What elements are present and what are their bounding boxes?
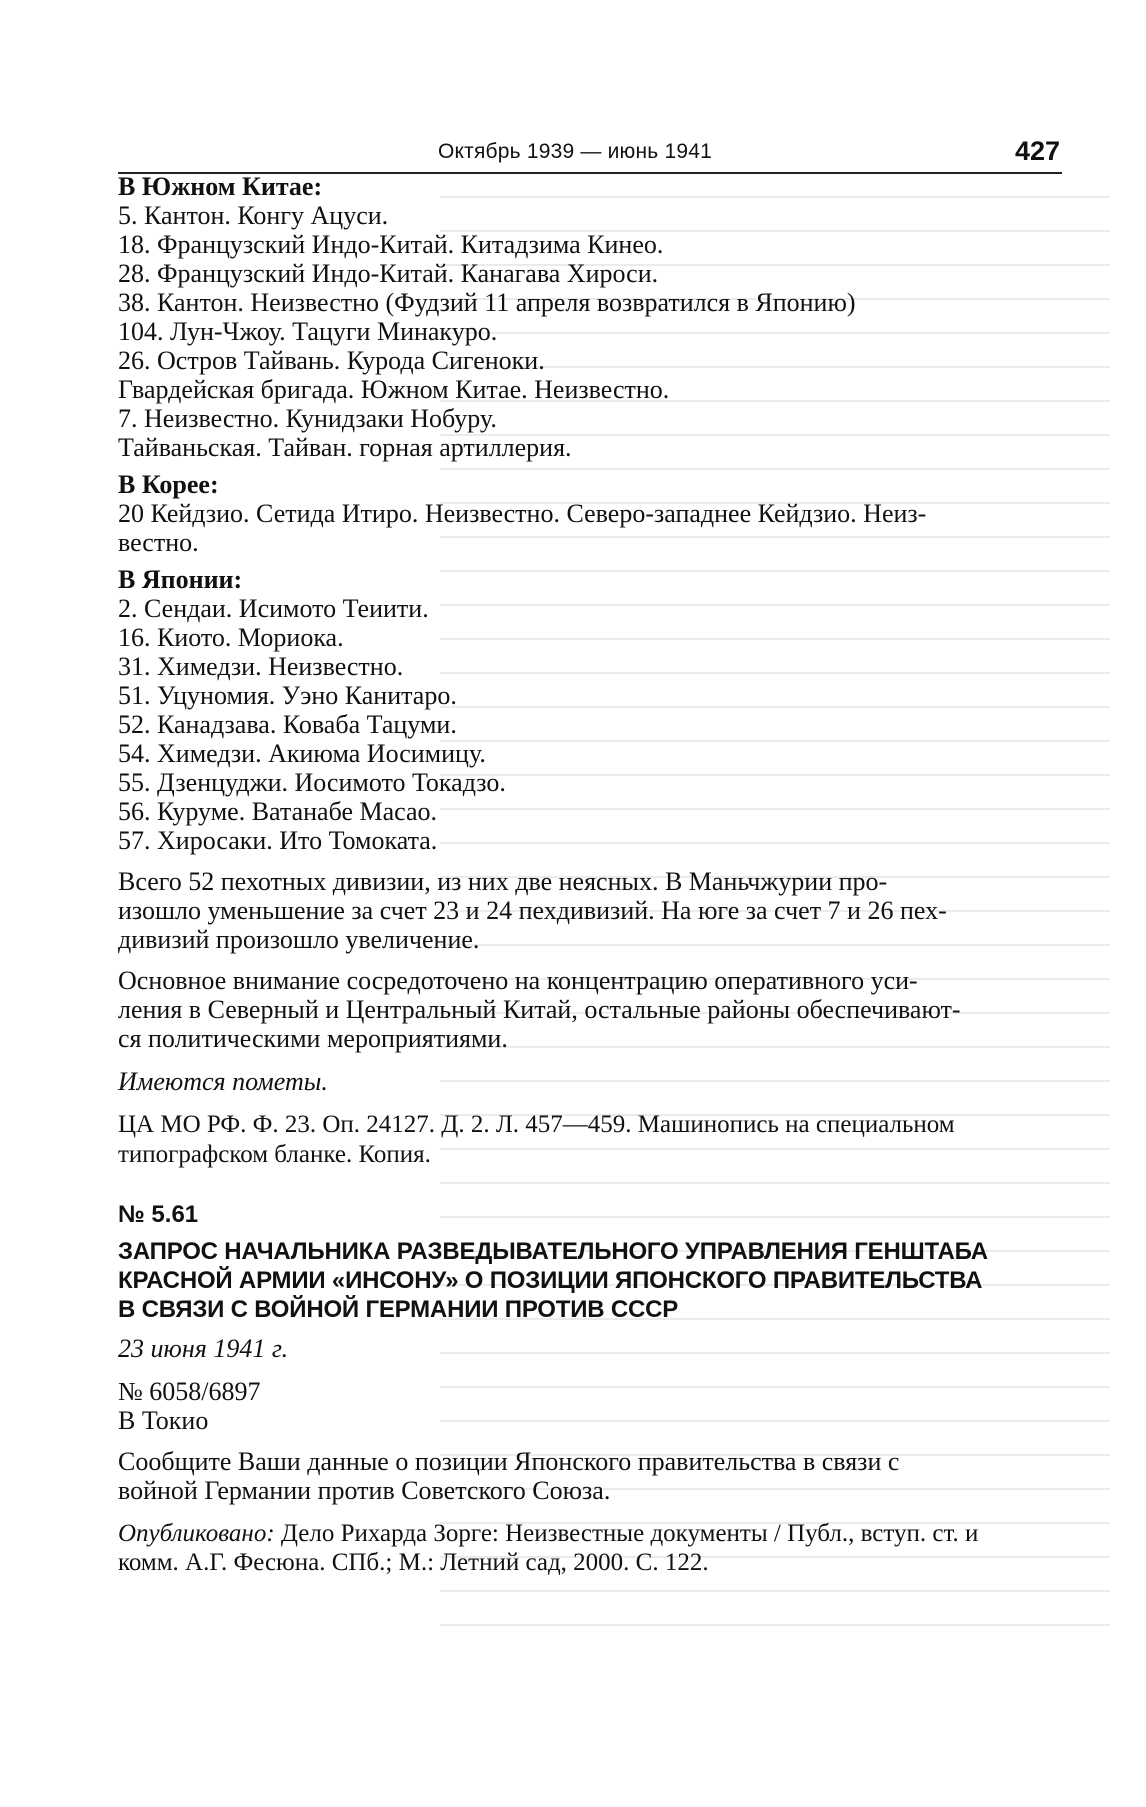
document-date: 23 июня 1941 г. bbox=[118, 1334, 289, 1363]
korea-heading: В Корее: bbox=[118, 470, 219, 499]
page-content bbox=[118, 172, 1062, 1577]
summary-line-3: дивизий произошло увеличение. bbox=[118, 925, 480, 954]
archive-source-line-2: типографском бланке. Копия. bbox=[118, 1141, 431, 1168]
marks-note: Имеются пометы. bbox=[118, 1067, 328, 1096]
list-item: 16. Киото. Мориока. bbox=[118, 623, 344, 652]
list-item: 55. Дзенцуджи. Иосимото Токадзо. bbox=[118, 768, 506, 797]
publication-line-1 bbox=[118, 1519, 1062, 1548]
south-china-list bbox=[118, 201, 1062, 462]
destination: В Токио bbox=[118, 1406, 209, 1435]
summary-line-1: Всего 52 пехотных дивизии, из них две неясных. В Маньчжурии про- bbox=[118, 867, 888, 896]
page-header bbox=[118, 136, 1062, 174]
list-item: 54. Химедзи. Акиюма Иосимицу. bbox=[118, 739, 486, 768]
japan-heading: В Японии: bbox=[118, 565, 243, 594]
page-number: 427 bbox=[1014, 136, 1060, 166]
document-title-line-1: ЗАПРОС НАЧАЛЬНИКА РАЗВЕДЫВАТЕЛЬНОГО УПРАВЛЕНИЯ ГЕНШТАБА bbox=[118, 1238, 988, 1265]
summary-paragraph-1 bbox=[118, 867, 1062, 954]
document-meta bbox=[118, 1377, 1062, 1435]
list-item: 7. Неизвестно. Кунидзаки Нобуру. bbox=[118, 404, 497, 433]
list-item: 56. Куруме. Ватанабе Масао. bbox=[118, 797, 438, 826]
summary-line-2: изошло уменьшение за счет 23 и 24 пехдивизий. На юге за счет 7 и 26 пех- bbox=[118, 896, 947, 925]
list-item: 57. Хиросаки. Ито Томоката. bbox=[118, 826, 438, 855]
list-item: 38. Кантон. Неизвестно (Фудзий 11 апреля возвратился в Японию) bbox=[118, 288, 856, 317]
document-title-line-3: В СВЯЗИ С ВОЙНОЙ ГЕРМАНИИ ПРОТИВ СССР bbox=[118, 1296, 679, 1323]
document-title-line-2: КРАСНОЙ АРМИИ «ИНСОНУ» О ПОЗИЦИИ ЯПОНСКОГО ПРАВИТЕЛЬСТВА bbox=[118, 1267, 983, 1294]
archive-source-line-1: ЦА МО РФ. Ф. 23. Оп. 24127. Д. 2. Л. 457—459. Машинопись на специальном bbox=[118, 1111, 955, 1138]
list-item: Тайваньская. Тайван. горная артиллерия. bbox=[118, 433, 572, 462]
list-item: 28. Французский Индо-Китай. Канагава Хироси. bbox=[118, 259, 659, 288]
publication-note bbox=[118, 1519, 1062, 1577]
publication-line-2: комм. А.Г. Фесюна. СПб.; М.: Летний сад, 2000. С. 122. bbox=[118, 1549, 709, 1576]
reference-number: № 6058/6897 bbox=[118, 1377, 261, 1406]
korea-line-1: 20 Кейдзио. Сетида Итиро. Неизвестно. Северо-западнее Кейдзио. Неиз- bbox=[118, 499, 927, 528]
document-title bbox=[118, 1237, 1018, 1324]
list-item: Гвардейская бригада. Южном Китае. Неизвестно. bbox=[118, 375, 670, 404]
running-title: Октябрь 1939 — июнь 1941 bbox=[438, 140, 712, 163]
korea-line-2: вестно. bbox=[118, 528, 199, 557]
summary-paragraph-2 bbox=[118, 966, 1062, 1053]
document-body bbox=[118, 1447, 1062, 1505]
list-item: 26. Остров Тайвань. Курода Сигеноки. bbox=[118, 346, 545, 375]
document-number: № 5.61 bbox=[118, 1201, 199, 1228]
document-body-line-2: войной Германии против Советского Союза. bbox=[118, 1476, 611, 1505]
summary-line-6: ся политическими мероприятиями. bbox=[118, 1024, 508, 1053]
published-label: Опубликовано: bbox=[118, 1520, 275, 1547]
list-item: 5. Кантон. Конгу Ацуси. bbox=[118, 201, 389, 230]
list-item: 52. Канадзава. Коваба Тацуми. bbox=[118, 710, 457, 739]
list-item: 18. Французский Индо-Китай. Китадзима Кинео. bbox=[118, 230, 664, 259]
published-line-1-text: Дело Рихарда Зорге: Неизвестные документы / Публ., вступ. ст. и bbox=[274, 1520, 979, 1547]
summary-line-5: ления в Северный и Центральный Китай, остальные районы обеспечивают- bbox=[118, 995, 961, 1024]
japan-list bbox=[118, 594, 1062, 855]
archive-source bbox=[118, 1110, 1062, 1170]
list-item: 31. Химедзи. Неизвестно. bbox=[118, 652, 404, 681]
summary-line-4: Основное внимание сосредоточено на концентрацию оперативного уси- bbox=[118, 966, 918, 995]
document-body-line-1: Сообщите Ваши данные о позиции Японского правительства в связи с bbox=[118, 1447, 900, 1476]
list-item: 51. Уцуномия. Уэно Канитаро. bbox=[118, 681, 457, 710]
list-item: 2. Сендаи. Исимото Теиити. bbox=[118, 594, 429, 623]
south-china-heading: В Южном Китае: bbox=[118, 172, 323, 201]
list-item: 104. Лун-Чжоу. Тацуги Минакуро. bbox=[118, 317, 498, 346]
